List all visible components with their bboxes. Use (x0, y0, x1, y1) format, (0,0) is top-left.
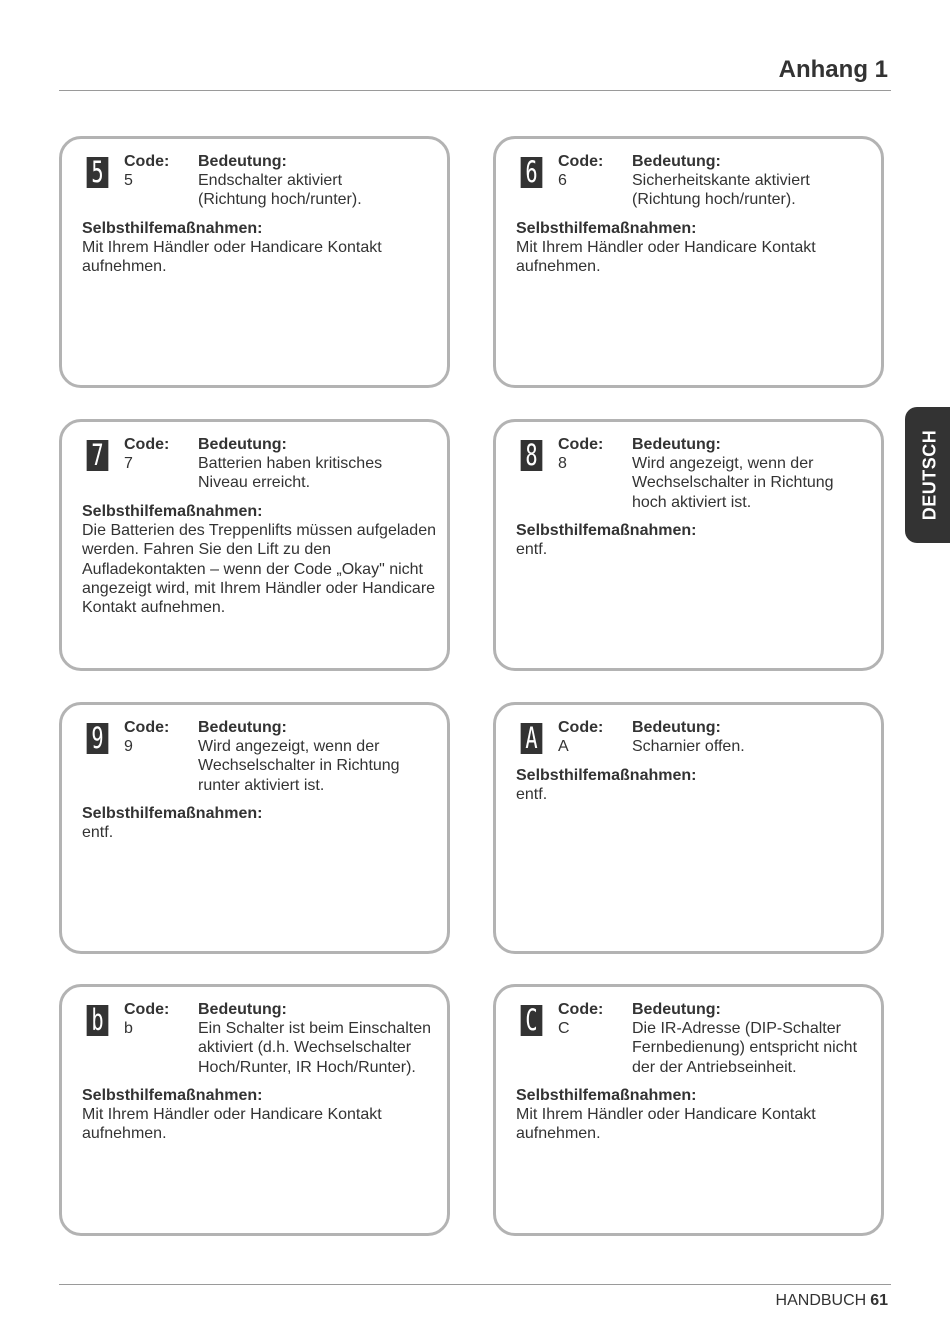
code-label: Code: (558, 436, 604, 453)
selfhelp-label: Selbsthilfemaßnahmen: (82, 503, 263, 520)
segment-display-icon: 6 (521, 157, 543, 188)
meaning-label: Bedeutung: (632, 1001, 721, 1018)
selfhelp-label: Selbsthilfemaßnahmen: (516, 522, 697, 539)
selfhelp-label: Selbsthilfemaßnahmen: (516, 1087, 697, 1104)
code-label: Code: (124, 719, 170, 736)
selfhelp-text: entf. (516, 541, 548, 559)
code-label: Code: (558, 719, 604, 736)
code-label: Code: (124, 1001, 170, 1018)
code-value: b (124, 1020, 133, 1038)
meaning-text: Endschalter aktiviert (Richtung hoch/runter). (198, 172, 362, 209)
meaning-label: Bedeutung: (632, 153, 721, 170)
code-value: A (558, 738, 569, 756)
code-value: 8 (558, 455, 567, 473)
selfhelp-label: Selbsthilfemaßnahmen: (82, 805, 263, 822)
meaning-label: Bedeutung: (632, 719, 721, 736)
meaning-label: Bedeutung: (198, 436, 287, 453)
header-rule (59, 90, 891, 91)
error-card-b (59, 984, 450, 1236)
meaning-text: Sicherheitskante aktiviert (Richtung hoch/runter). (632, 172, 810, 209)
error-card-C (493, 984, 884, 1236)
selfhelp-label: Selbsthilfemaßnahmen: (82, 220, 263, 237)
selfhelp-text: Die Batterien des Treppenlifts müssen aufgeladen werden. Fahren Sie den Lift zu den Aufladekontakten – wenn der Code „Okay" nicht angezeigt wird, mit Ihrem Händler oder Handicare Kontakt aufnehmen. (82, 522, 436, 617)
meaning-label: Bedeutung: (198, 1001, 287, 1018)
page-title: Anhang 1 (778, 56, 888, 83)
code-value: 6 (558, 172, 567, 190)
error-card-6 (493, 136, 884, 388)
segment-display-icon: C (521, 1005, 543, 1036)
selfhelp-label: Selbsthilfemaßnahmen: (516, 767, 697, 784)
code-value: 9 (124, 738, 133, 756)
footer-label: HANDBUCH (775, 1292, 867, 1309)
page-number: 61 (870, 1292, 888, 1309)
meaning-text: Batterien haben kritisches Niveau erreicht. (198, 455, 383, 492)
meaning-text: Wird angezeigt, wenn der Wechselschalter in Richtung hoch aktiviert ist. (632, 455, 834, 511)
selfhelp-text: entf. (516, 786, 548, 804)
code-value: C (558, 1020, 570, 1038)
segment-display-icon: A (521, 723, 543, 754)
language-tab-label: DEUTSCH (919, 429, 940, 521)
meaning-label: Bedeutung: (632, 436, 721, 453)
meaning-text: Wird angezeigt, wenn der Wechselschalter in Richtung runter aktiviert ist. (198, 738, 400, 794)
error-card-A (493, 702, 884, 954)
selfhelp-label: Selbsthilfemaßnahmen: (516, 220, 697, 237)
meaning-text: Scharnier offen. (632, 738, 745, 756)
segment-display-icon: 7 (87, 440, 109, 471)
error-card-7 (59, 419, 450, 671)
code-label: Code: (558, 1001, 604, 1018)
selfhelp-label: Selbsthilfemaßnahmen: (82, 1087, 263, 1104)
selfhelp-text: Mit Ihrem Händler oder Handicare Kontakt aufnehmen. (516, 1106, 816, 1143)
code-value: 5 (124, 172, 133, 190)
segment-display-icon: b (87, 1005, 109, 1036)
footer (776, 1292, 888, 1310)
language-tab (905, 407, 950, 543)
error-card-5 (59, 136, 450, 388)
segment-display-icon: 9 (87, 723, 109, 754)
segment-display-icon: 8 (521, 440, 543, 471)
code-label: Code: (558, 153, 604, 170)
error-card-8 (493, 419, 884, 671)
meaning-label: Bedeutung: (198, 719, 287, 736)
code-label: Code: (124, 153, 170, 170)
selfhelp-text: Mit Ihrem Händler oder Handicare Kontakt aufnehmen. (516, 239, 816, 276)
footer-rule (59, 1284, 891, 1285)
error-card-9 (59, 702, 450, 954)
code-value: 7 (124, 455, 133, 473)
selfhelp-text: Mit Ihrem Händler oder Handicare Kontakt aufnehmen. (82, 1106, 382, 1143)
meaning-text: Die IR-Adresse (DIP-Schalter Fernbedienung) entspricht nicht der der Antriebseinheit. (632, 1020, 858, 1076)
code-label: Code: (124, 436, 170, 453)
segment-display-icon: 5 (87, 157, 109, 188)
meaning-label: Bedeutung: (198, 153, 287, 170)
selfhelp-text: Mit Ihrem Händler oder Handicare Kontakt aufnehmen. (82, 239, 382, 276)
selfhelp-text: entf. (82, 824, 114, 842)
meaning-text: Ein Schalter ist beim Einschalten aktiviert (d.h. Wechselschalter Hoch/Runter, IR Hoch/Runter). (198, 1020, 431, 1076)
